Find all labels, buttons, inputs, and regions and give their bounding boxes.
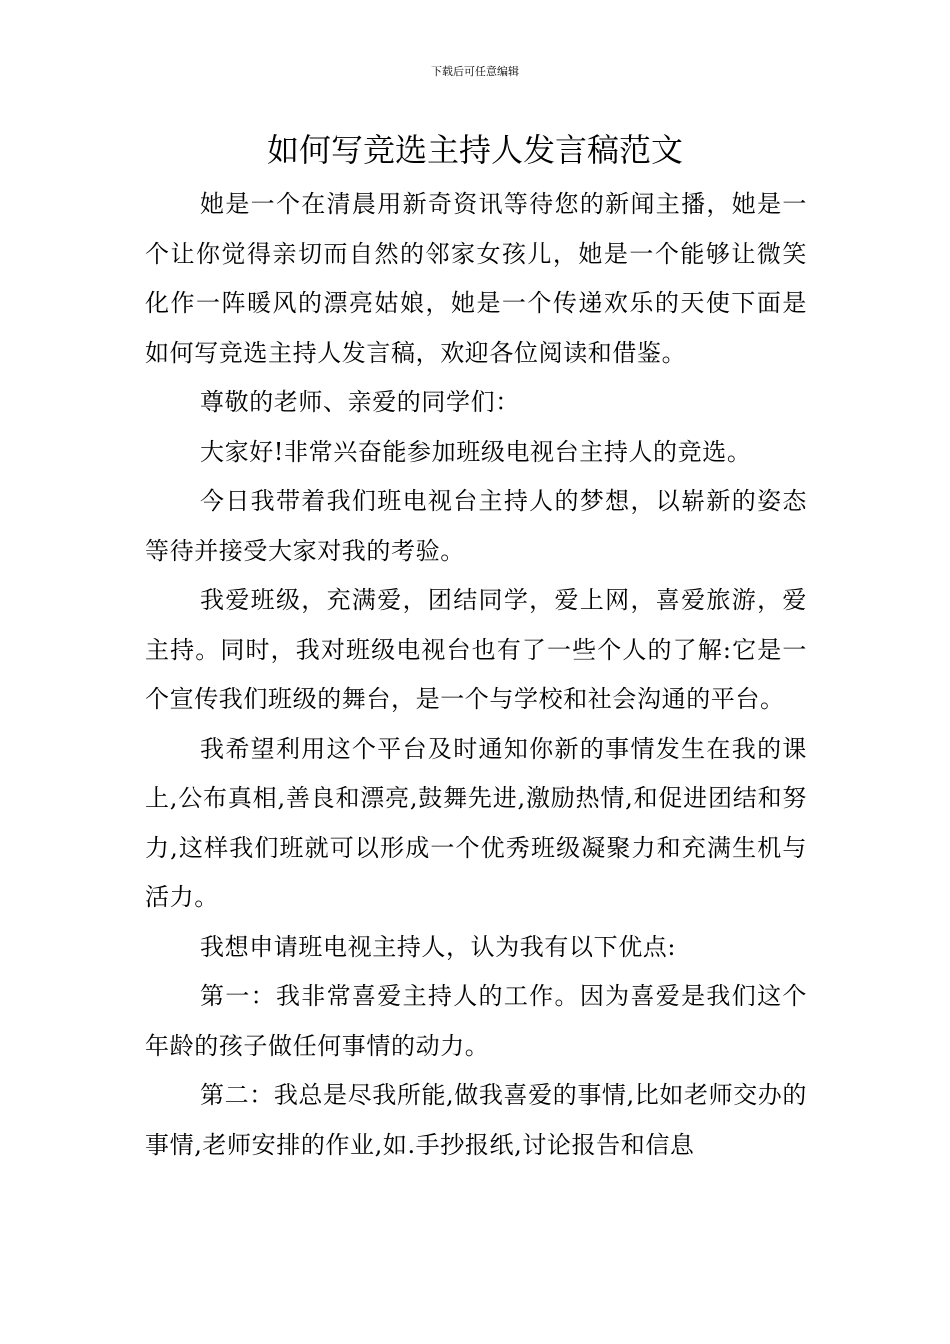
paragraph-second-point: 第二：我总是尽我所能,做我喜爱的事情,比如老师交办的事情,老师安排的作业,如.手抄报纸,讨论报告和信息	[145, 1081, 807, 1159]
paragraph-salutation: 尊敬的老师、亲爱的同学们：	[200, 388, 520, 416]
document-body	[145, 180, 807, 1170]
header-note: 下载后可任意编辑	[431, 65, 519, 78]
paragraph-first-point: 第一：我非常喜爱主持人的工作。因为喜爱是我们这个年龄的孩子做任何事情的动力。	[145, 982, 807, 1060]
document-title: 如何写竞选主持人发言稿范文	[266, 131, 683, 169]
paragraph-greeting: 大家好!非常兴奋能参加班级电视台主持人的竞选。	[200, 437, 752, 466]
paragraph-intro: 她是一个在清晨用新奇资讯等待您的新闻主播，她是一个让你觉得亲切而自然的邻家女孩儿，她是一个能够让微笑化作一阵暖风的漂亮姑娘，她是一个传递欢乐的天使下面是如何写竞选主持人发言稿，欢迎各位阅读和借鉴。	[145, 190, 807, 367]
paragraph-about-me: 我爱班级，充满爱，团结同学，爱上网，喜爱旅游，爱主持。同时，我对班级电视台也有了一些个人的了解:它是一个宣传我们班级的舞台，是一个与学校和社会沟通的平台。	[145, 586, 807, 713]
paragraph-dream: 今日我带着我们班电视台主持人的梦想，以崭新的姿态等待并接受大家对我的考验。	[145, 487, 807, 565]
paragraph-hope: 我希望利用这个平台及时通知你新的事情发生在我的课上,公布真相,善良和漂亮,鼓舞先进,激励热情,和促进团结和努力,这样我们班就可以形成一个优秀班级凝聚力和充满生机与活力。	[145, 734, 807, 911]
paragraph-apply: 我想申请班电视主持人，认为我有以下优点:	[200, 932, 677, 961]
